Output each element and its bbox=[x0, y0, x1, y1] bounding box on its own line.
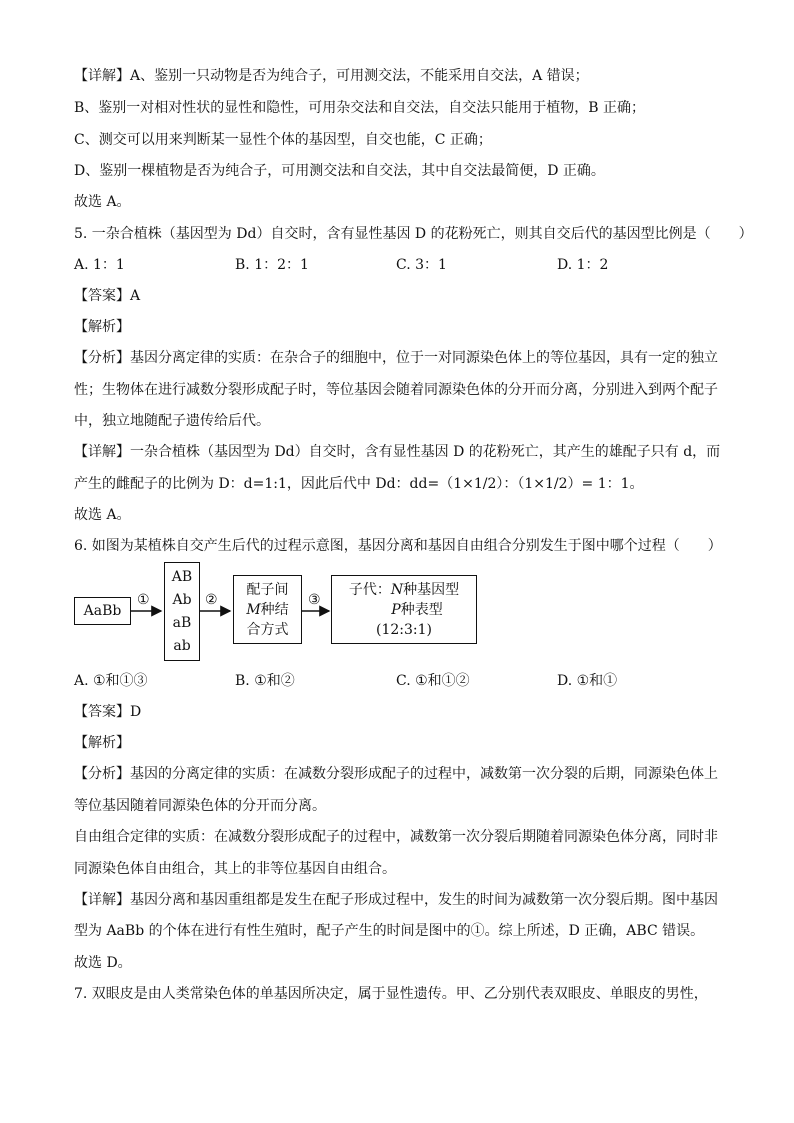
q6-option-d: D. ①和① bbox=[557, 673, 618, 689]
combination-box bbox=[233, 575, 302, 644]
q6-analysis-line-3: 自由组合定律的实质：在减数分裂形成配子的过程中，减数第一次分裂后期随着同源染色体分离，同时非 bbox=[74, 829, 718, 845]
q6-option-c: C. ①和①② bbox=[396, 673, 470, 689]
q6-choose: 故选 D。 bbox=[74, 955, 132, 971]
q5-analysis-header: 【解析】 bbox=[74, 319, 130, 335]
q6-option-b: B. ①和② bbox=[235, 673, 295, 689]
q4-choose: 故选 A。 bbox=[74, 194, 131, 210]
q4-detail-a: 【详解】A、鉴别一只动物是否为纯合子，可用测交法，不能采用自交法，A 错误； bbox=[74, 68, 589, 84]
q5-answer: 【答案】A bbox=[74, 288, 141, 304]
offspring-var-n: N bbox=[390, 581, 404, 598]
step-3-label: ③ bbox=[308, 592, 321, 608]
offspring-line-1 bbox=[349, 580, 459, 600]
gamete-Ab: Ab bbox=[172, 592, 192, 609]
combination-line-2-text: 种结 bbox=[260, 601, 289, 618]
q5-option-d: D. 1：2 bbox=[557, 257, 609, 273]
q4-detail-d: D、鉴别一棵植物是否为纯合子，可用测交法和自交法，其中自交法最简便，D 正确。 bbox=[74, 163, 605, 179]
gametes-box bbox=[164, 562, 200, 661]
q6-analysis-header: 【解析】 bbox=[74, 735, 130, 751]
q6-detail-line-1: 【详解】基因分离和基因重组都是发生在配子形成过程中，发生的时间为减数第一次分裂后期。图中基因 bbox=[74, 892, 718, 908]
parent-genotype: AaBb bbox=[83, 603, 122, 619]
gamete-aB: aB bbox=[172, 614, 192, 631]
combination-line-3: 合方式 bbox=[246, 621, 289, 638]
q6-option-a: A. ①和①③ bbox=[74, 673, 148, 689]
q6-answer: 【答案】D bbox=[74, 704, 142, 720]
q6-stem: 6. 如图为某植株自交产生后代的过程示意图，基因分离和基因自由组合分别发生于图中哪个过程（ ） bbox=[74, 538, 722, 554]
offspring-genotype-text: 种基因型 bbox=[403, 581, 460, 598]
step-1-label: ① bbox=[137, 592, 150, 608]
offspring-prefix: 子代： bbox=[348, 581, 391, 598]
step-2-label: ② bbox=[205, 592, 218, 608]
q7-stem: 7. 双眼皮是由人类常染色体的单基因所决定，属于显性遗传。甲、乙分别代表双眼皮、单眼皮的男性， bbox=[74, 986, 708, 1002]
q5-detail-line-2: 产生的雌配子的比例为 D：d=1:1，因此后代中 Dd：dd=（1×1/2）：（1×1/2）= 1：1。 bbox=[74, 476, 644, 492]
q4-detail-b: B、鉴别一对相对性状的显性和隐性，可用杂交法和自交法，自交法只能用于植物，B 正确； bbox=[74, 100, 646, 116]
q6-analysis-line-2: 等位基因随着同源染色体的分开而分离。 bbox=[74, 798, 326, 814]
parent-genotype-box bbox=[74, 597, 131, 625]
combination-line-2 bbox=[246, 600, 288, 620]
offspring-var-p: P bbox=[391, 601, 401, 618]
offspring-ratio: (12:3:1) bbox=[376, 621, 432, 638]
q5-detail-line-1: 【详解】一杂合植株（基因型为 Dd）自交时，含有显性基因 D 的花粉死亡，其产生的雄配子只有 d，而 bbox=[74, 444, 721, 460]
offspring-box bbox=[331, 575, 477, 644]
combination-var-m: M bbox=[246, 601, 261, 618]
offspring-line-2 bbox=[365, 600, 442, 620]
q5-analysis-line-3: 中，独立地随配子遗传给后代。 bbox=[74, 413, 270, 429]
gamete-ab: ab bbox=[173, 637, 191, 654]
q6-detail-line-2: 型为 AaBb 的个体在进行有性生殖时，配子产生的时间是图中的①。综上所述，D 正确，ABC 错误。 bbox=[74, 923, 705, 939]
q5-option-c: C. 3：1 bbox=[396, 257, 447, 273]
q4-detail-c: C、测交可以用来判断某一显性个体的基因型，自交也能，C 正确； bbox=[74, 132, 492, 148]
q5-analysis-line-1: 【分析】基因分离定律的实质：在杂合子的细胞中，位于一对同源染色体上的等位基因，具有一定的独立 bbox=[74, 350, 718, 366]
q5-stem: 5. 一杂合植株（基因型为 Dd）自交时，含有显性基因 D 的花粉死亡，则其自交后代的基因型比例是（ ） bbox=[74, 226, 753, 242]
q6-analysis-line-1: 【分析】基因的分离定律的实质：在减数分裂形成配子的过程中，减数第一次分裂的后期，同源染色体上 bbox=[74, 766, 718, 782]
q5-choose: 故选 A。 bbox=[74, 507, 131, 523]
q5-option-b: B. 1：2：1 bbox=[235, 257, 309, 273]
q5-analysis-line-2: 性；生物体在进行减数分裂形成配子时，等位基因会随着同源染色体的分开而分离，分别进入到两个配子 bbox=[74, 382, 718, 398]
combination-line-1: 配子间 bbox=[246, 581, 289, 598]
q5-option-a: A. 1：1 bbox=[74, 257, 125, 273]
q6-analysis-line-4: 同源染色体自由组合，其上的非等位基因自由组合。 bbox=[74, 861, 396, 877]
gamete-AB: AB bbox=[171, 569, 193, 586]
offspring-phenotype-text: 种表型 bbox=[400, 601, 443, 618]
